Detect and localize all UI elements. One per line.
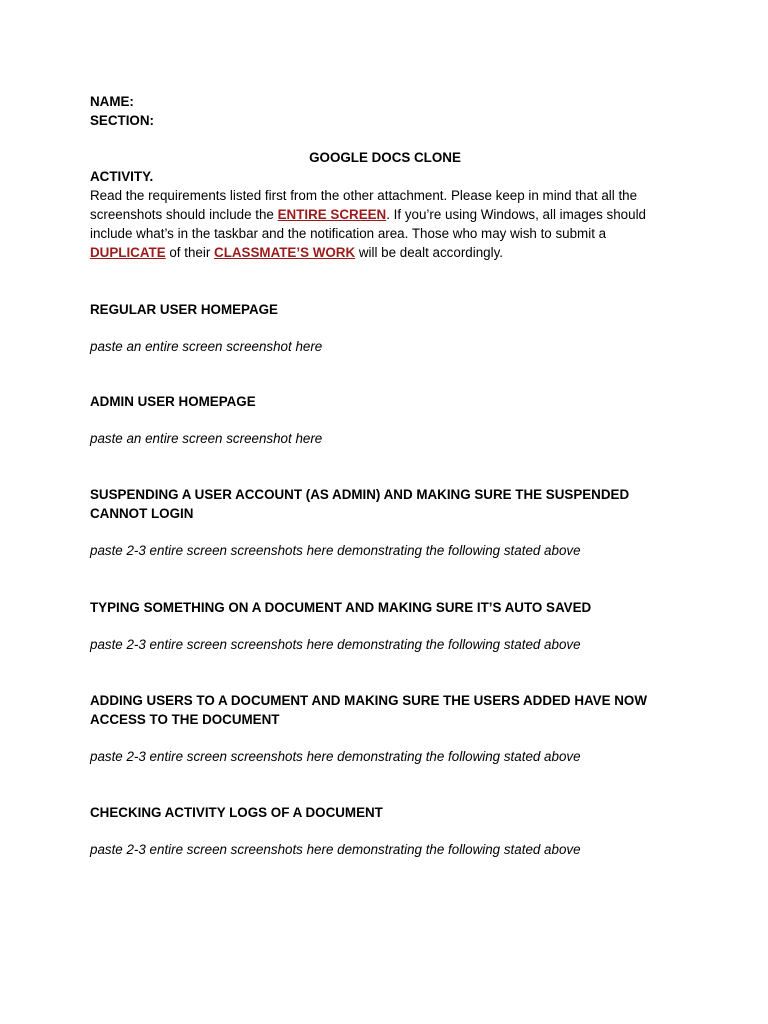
entire-screen-emphasis: ENTIRE SCREEN (277, 207, 387, 222)
activity-heading: ACTIVITY. (90, 169, 154, 184)
activity-text-part-3: of their (165, 245, 215, 260)
classmates-work-emphasis: CLASSMATE’S WORK (214, 245, 356, 260)
activity-text-part-4: will be dealt accordingly. (355, 245, 503, 260)
name-label: NAME: (90, 94, 134, 109)
section-typing-auto-saved (90, 598, 680, 654)
section-heading: TYPING SOMETHING ON A DOCUMENT AND MAKING SURE IT’S AUTO SAVED (90, 600, 592, 615)
section-adding-users-to-document (90, 691, 680, 766)
section-heading: CHECKING ACTIVITY LOGS OF A DOCUMENT (90, 805, 383, 820)
activity-text-part-1: Read the requirements listed first from the other attachment. Please keep in mind that all the screenshots should include the (90, 188, 638, 222)
section-instruction: paste 2-3 entire screen screenshots here demonstrating the following stated above (90, 543, 581, 558)
section-heading: ADDING USERS TO A DOCUMENT AND MAKING SURE THE USERS ADDED HAVE NOW ACCESS TO THE DOCUMENT (90, 693, 647, 727)
duplicate-emphasis: DUPLICATE (90, 245, 166, 260)
section-suspending-user-account (90, 485, 680, 560)
section-admin-user-homepage (90, 392, 680, 448)
section-instruction: paste an entire screen screenshot here (90, 431, 323, 446)
section-instruction: paste 2-3 entire screen screenshots here demonstrating the following stated above (90, 637, 581, 652)
document-content (90, 92, 680, 859)
section-instruction: paste 2-3 entire screen screenshots here demonstrating the following stated above (90, 749, 581, 764)
activity-text-part-2: . If you’re using Windows, all images should include what’s in the taskbar and the notification area. Those who may wish to submit a (90, 207, 646, 241)
section-instruction: paste an entire screen screenshot here (90, 339, 323, 354)
section-heading: ADMIN USER HOMEPAGE (90, 394, 256, 409)
section-regular-user-homepage (90, 300, 680, 356)
section-label: SECTION: (90, 113, 154, 128)
section-checking-activity-logs (90, 803, 680, 859)
activity-instructions (90, 186, 680, 262)
section-heading: SUSPENDING A USER ACCOUNT (AS ADMIN) AND MAKING SURE THE SUSPENDED CANNOT LOGIN (90, 487, 630, 521)
section-instruction: paste 2-3 entire screen screenshots here demonstrating the following stated above (90, 842, 581, 857)
section-heading: REGULAR USER HOMEPAGE (90, 302, 278, 317)
document-title: GOOGLE DOCS CLONE (309, 150, 461, 165)
